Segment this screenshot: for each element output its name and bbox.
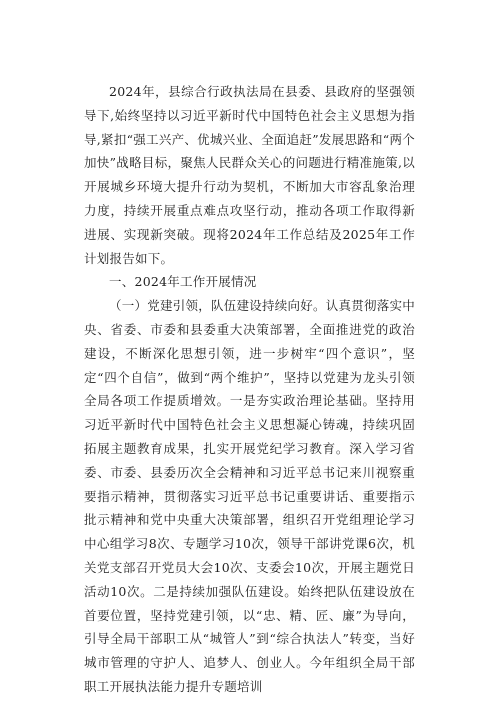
section-heading: 一、2024年工作开展情况 bbox=[109, 274, 257, 290]
body-paragraph: （一）党建引领，队伍建设持续向好。认真贯彻落实中央、省委、市委和县委重大决策部署，全面推进党的政治建设，不断深化思想引领，进一步树牢“四个意识”，坚定“四个自信”，做到“两个维护”，坚持以党建为龙头引领全局各项工作提质增效。一是夯实政治理论基础。坚持用习近平新时代中国特色社会主义思想凝心铸魂，持续巩固拓展主题教育成果，扎实开展党纪学习教育。深入学习省委、市委、县委历次全会精神和习近平总书记来川视察重要指示精神，贯彻落实习近平总书记重要讲话、重要指示批示精神和党中央重大决策部署，组织召开党组理论学习中心组学习8次、专题学习10次，领导干部讲党课6次，机关党支部召开党员大会10次、支委会10次，开展主题党日活动10次。二是持续加强队伍建设。始终把队伍建设放在首要位置，坚持党建引领，以“忠、精、匠、廉”为导向，引导全局干部职工从“城管人”到“综合执法人”转变，当好城市管理的守护人、追梦人、创业人。今年组织全局干部职工开展执法能力提升专题培训 bbox=[84, 298, 416, 694]
intro-paragraph: 2024年，县综合行政执法局在县委、县政府的坚强领导下,始终坚持以习近平新时代中国特色社会主义思想为指导,紧扣“强工兴产、优城兴业、全面追赶”发展思路和“两个加快”战略目标，聚焦人民群众关心的问题进行精准施策,以开展城乡环境大提升行动为契机，不断加大市容乱象治理力度，持续开展重点难点攻坚行动，推动各项工作取得新进展、实现新突破。现将2024年工作总结及2025年工作计划报告如下。 bbox=[84, 84, 415, 266]
